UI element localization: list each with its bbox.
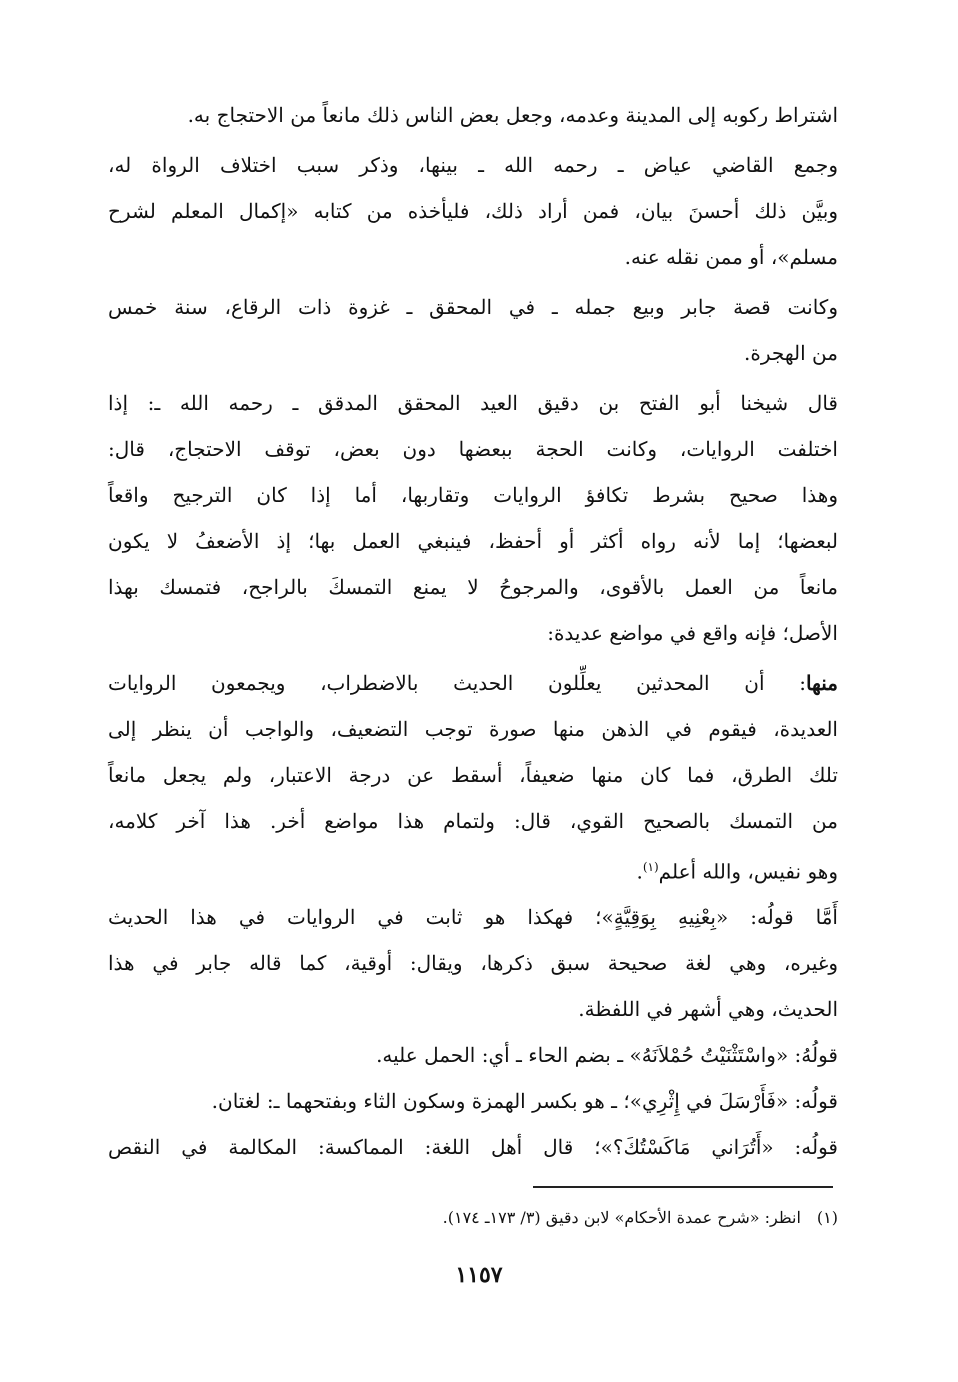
text-line-23: قولُه: «أَتُرَاني مَاكَسْتُكَ؟»؛ قال أهل اللغة: المماكسة: المكالمة في النقص <box>108 1135 838 1159</box>
text-line-13-rest: : أن المحدثين يعلِّلون الحديث بالاضطراب، ويجمعون الروايات <box>108 671 806 695</box>
text-line-17-text: وهو نفيس، والله أعلم <box>658 859 838 884</box>
footnote-text: انظر: «شرح عمدة الأحكام» لابن دقيق (٣/ ١٧٣ـ ١٧٤). <box>442 1208 801 1227</box>
text-line-1: اشتراط ركوبه إلى المدينة وعدمه، وجعل بعض الناس ذلك مانعاً من الاحتجاج به. <box>187 103 838 127</box>
text-line-5: وكانت قصة جابر وبيع جمله ـ في المحقق ـ غزوة ذات الرقاع، سنة خمس <box>108 295 838 319</box>
text-line-20: الحديث، وهي أشهر في اللفظة. <box>578 997 838 1021</box>
footnote-number: (١) <box>816 1208 838 1227</box>
text-line-4: مسلم»، أو ممن نقله عنه. <box>624 245 838 269</box>
footnote-marker: (١) <box>642 860 659 874</box>
page-number: ١١٥٧ <box>455 1262 503 1288</box>
text-line-19: وغيره، وهي لغة صحيحة سبق ذكرها، ويقال: أوقية، كما قاله جابر في هذا <box>108 951 838 975</box>
text-line-11: مانعاً من العمل بالأقوى، والمرجوحُ لا يمنع التمسكَ بالراجح، فتمسك بهذا <box>108 575 838 599</box>
text-line-12: الأصل؛ فإنه واقع في مواضع عديدة: <box>547 621 838 645</box>
text-line-22: قولُه: «فَأَرْسَلَ في إِثْرِي»؛ ـ هو بكسر الهمزة وسكون الثاء وبفتحهما ـ: لغتان. <box>211 1089 838 1113</box>
line-period: . <box>636 859 643 884</box>
text-line-18: أَمَّا قولُه: «بِعْنِيهِ بِوَقِيَّةٍ»؛ فهكذا هو ثابت في الروايات في هذا الحديث <box>108 905 838 929</box>
text-line-14: العديدة، فيقوم في الذهن منها صورة توجب التضعيف، والواجب أن ينظر إلى <box>108 717 838 741</box>
text-line-15: تلك الطرق، فما كان منها ضعيفاً، أسقط عن درجة الاعتبار، ولم يجعل مانعاً <box>108 763 838 787</box>
text-line-9: وهذا صحيح بشرط تكافؤ الروايات وتقاربها، أما إذا كان الترجيح واقعاً <box>108 483 838 507</box>
text-line-6: من الهجرة. <box>744 341 838 365</box>
footnote-separator <box>533 1186 833 1188</box>
text-line-16: من التمسك بالصحيح القوي، قال: ولتمام هذا مواضع أخر. هذا آخر كلامه، <box>108 809 838 833</box>
text-line-3: وبيَّن ذلك أحسنَ بيان، فمن أراد ذلك، فليأخذه من كتابه «إكمال المعلم لشرح <box>108 199 838 223</box>
footnote <box>300 1204 838 1232</box>
lead-word: منها <box>805 671 838 695</box>
text-line-2: وجمع القاضي عياض ـ رحمه الله ـ بينها، وذكر سبب اختلاف الرواة له، <box>108 153 838 177</box>
page-body <box>108 92 838 1170</box>
text-line-21: قولُهُ: «واسْتَثْنَيْتُ حُمْلاَنَهُ» ـ بضم الحاء ـ أي: الحمل عليه. <box>376 1043 838 1067</box>
text-line-10: لبعضها؛ إما لأنه رواه أكثر أو أحفظ، فينبغي العمل بها؛ إذ الأضعفُ لا يكون <box>108 529 838 553</box>
text-line-7: قال شيخنا أبو الفتح بن دقيق العيد المحقق المدقق ـ رحمه الله ـ: إذا <box>108 391 838 415</box>
text-line-17 <box>108 844 838 890</box>
text-line-8: اختلفت الروايات، وكانت الحجة ببعضها دون بعض، توقف الاحتجاج، قال: <box>108 437 838 461</box>
text-line-13 <box>108 660 838 706</box>
